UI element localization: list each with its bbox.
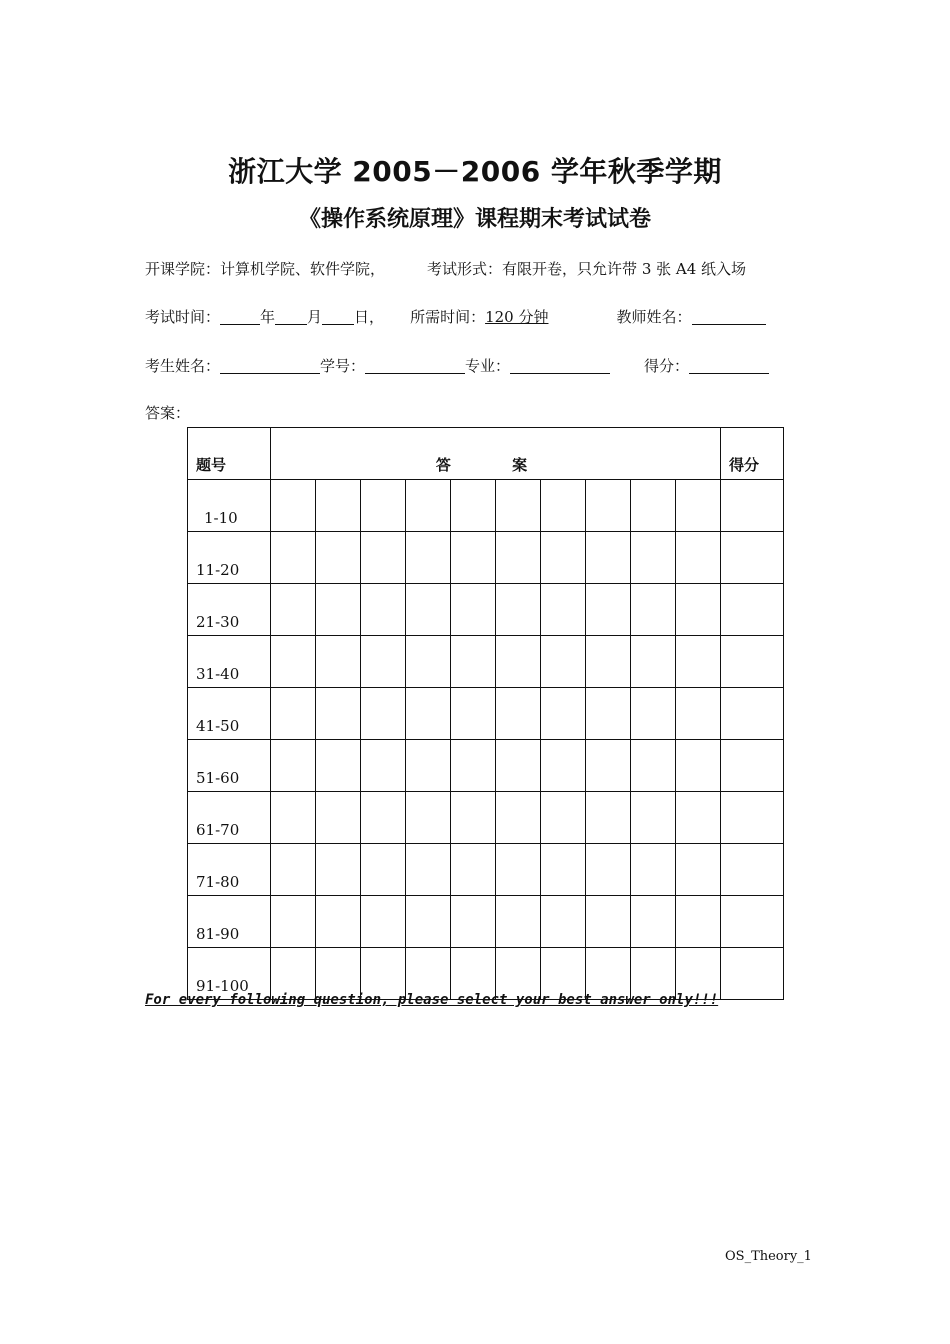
exam-time-label: 考试时间：	[145, 308, 221, 326]
college-label: 开课学院：	[145, 260, 221, 278]
answer-cell[interactable]	[586, 532, 631, 584]
answer-cell[interactable]	[406, 896, 451, 948]
row-range-label: 51-60	[188, 740, 271, 792]
row-range-label: 21-30	[188, 584, 271, 636]
answer-cell[interactable]	[496, 688, 541, 740]
student-name-blank[interactable]	[220, 357, 320, 374]
answer-cell[interactable]	[676, 584, 721, 636]
answer-cell[interactable]	[586, 480, 631, 532]
answer-cell[interactable]	[271, 844, 316, 896]
answer-cell[interactable]	[271, 792, 316, 844]
duration-value: 120 分钟	[485, 308, 549, 326]
answer-cell[interactable]	[586, 740, 631, 792]
answer-cell[interactable]	[361, 688, 406, 740]
table-row	[188, 688, 784, 740]
table-row	[188, 792, 784, 844]
info-line-college	[145, 258, 746, 279]
answer-cell[interactable]	[586, 636, 631, 688]
answer-cell[interactable]	[271, 532, 316, 584]
answer-cell[interactable]	[541, 584, 586, 636]
info-line-time	[145, 306, 766, 327]
header-answer: 答 案	[271, 428, 721, 480]
row-range-label: 91-100	[188, 948, 271, 1000]
exam-subtitle: 《操作系统原理》课程期末考试试卷	[298, 207, 651, 232]
answer-cell[interactable]	[541, 636, 586, 688]
answer-cell[interactable]	[271, 584, 316, 636]
answer-cell[interactable]	[316, 480, 361, 532]
answer-cell[interactable]	[631, 532, 676, 584]
answer-cell[interactable]	[541, 740, 586, 792]
answer-cell[interactable]	[406, 584, 451, 636]
answer-cell[interactable]	[361, 480, 406, 532]
student-id-label: 学号：	[320, 357, 366, 375]
answer-cell[interactable]	[406, 844, 451, 896]
answer-cell[interactable]	[586, 584, 631, 636]
answer-cell[interactable]	[316, 896, 361, 948]
score-cell[interactable]	[721, 896, 784, 948]
score-cell[interactable]	[721, 584, 784, 636]
answer-cell[interactable]	[451, 636, 496, 688]
answer-cell[interactable]	[586, 844, 631, 896]
answer-cell[interactable]	[496, 792, 541, 844]
table-header-row	[188, 428, 784, 480]
page-footer: OS_Theory_1	[725, 1249, 812, 1264]
answer-cell[interactable]	[631, 792, 676, 844]
row-range-label: 11-20	[188, 532, 271, 584]
answer-cell[interactable]	[631, 480, 676, 532]
row-range-label: 31-40	[188, 636, 271, 688]
answer-cell[interactable]	[496, 584, 541, 636]
answer-cell[interactable]	[316, 792, 361, 844]
answer-cell[interactable]	[586, 688, 631, 740]
student-id-blank[interactable]	[365, 357, 465, 374]
score-cell[interactable]	[721, 792, 784, 844]
table-row	[188, 480, 784, 532]
answer-cell[interactable]	[496, 532, 541, 584]
instruction-text: For every following question, please select your best answer only!!!	[145, 992, 719, 1008]
table-row	[188, 896, 784, 948]
answer-cell[interactable]	[631, 896, 676, 948]
answer-cell[interactable]	[496, 844, 541, 896]
answer-cell[interactable]	[541, 792, 586, 844]
exam-title: 浙江大学 2005－2006 学年秋季学期	[228, 155, 722, 188]
day-label: 日，	[354, 308, 385, 326]
answer-cell[interactable]	[271, 740, 316, 792]
answer-cell[interactable]	[451, 896, 496, 948]
answer-cell[interactable]	[271, 688, 316, 740]
answer-cell[interactable]	[676, 896, 721, 948]
answer-cell[interactable]	[316, 584, 361, 636]
answer-cell[interactable]	[451, 844, 496, 896]
answer-cell[interactable]	[676, 792, 721, 844]
row-range-label: 61-70	[188, 792, 271, 844]
score-cell[interactable]	[721, 480, 784, 532]
answer-cell[interactable]	[541, 532, 586, 584]
score-cell[interactable]	[721, 740, 784, 792]
college-value: 计算机学院、软件学院，	[220, 260, 386, 278]
table-row	[188, 740, 784, 792]
answer-cell[interactable]	[676, 636, 721, 688]
answer-cell[interactable]	[541, 480, 586, 532]
answer-cell[interactable]	[406, 480, 451, 532]
exam-form-value: 有限开卷，只允许带 3 张 A4 纸入场	[502, 260, 747, 278]
answer-cell[interactable]	[631, 584, 676, 636]
answer-cell[interactable]	[271, 480, 316, 532]
answer-cell[interactable]	[361, 740, 406, 792]
answer-cell[interactable]	[406, 636, 451, 688]
answer-cell[interactable]	[631, 844, 676, 896]
teacher-label: 教师姓名：	[616, 308, 692, 326]
answer-cell[interactable]	[361, 532, 406, 584]
answer-cell[interactable]	[451, 584, 496, 636]
header-score: 得分	[721, 428, 784, 480]
answer-cell[interactable]	[406, 532, 451, 584]
row-range-label: 1-10	[188, 480, 271, 532]
answer-cell[interactable]	[361, 844, 406, 896]
answer-cell[interactable]	[406, 688, 451, 740]
row-range-label: 41-50	[188, 688, 271, 740]
year-label: 年	[260, 308, 276, 326]
month-blank[interactable]	[275, 308, 307, 325]
year-blank[interactable]	[220, 308, 260, 325]
row-range-label: 71-80	[188, 844, 271, 896]
answer-cell[interactable]	[316, 532, 361, 584]
answer-cell[interactable]	[406, 792, 451, 844]
answer-cell[interactable]	[676, 740, 721, 792]
answer-cell[interactable]	[496, 480, 541, 532]
major-label: 专业：	[465, 357, 511, 375]
answer-cell[interactable]	[541, 896, 586, 948]
answer-cell[interactable]	[316, 636, 361, 688]
answer-label: 答案：	[145, 404, 191, 422]
score-blank[interactable]	[689, 357, 769, 374]
answer-cell[interactable]	[631, 636, 676, 688]
answer-cell[interactable]	[631, 688, 676, 740]
answer-cell[interactable]	[451, 688, 496, 740]
major-blank[interactable]	[510, 357, 610, 374]
answer-cell[interactable]	[451, 740, 496, 792]
answer-cell[interactable]	[676, 844, 721, 896]
answer-cell[interactable]	[451, 480, 496, 532]
answer-cell[interactable]	[541, 688, 586, 740]
answer-cell[interactable]	[631, 740, 676, 792]
answer-cell[interactable]	[496, 636, 541, 688]
answer-cell[interactable]	[451, 532, 496, 584]
score-label: 得分：	[644, 357, 690, 375]
month-label: 月	[307, 308, 323, 326]
answer-cell[interactable]	[676, 480, 721, 532]
duration-label: 所需时间：	[410, 308, 486, 326]
info-line-student	[145, 355, 769, 376]
score-cell[interactable]	[721, 844, 784, 896]
answer-cell[interactable]	[361, 792, 406, 844]
answer-cell[interactable]	[496, 896, 541, 948]
answer-cell[interactable]	[676, 532, 721, 584]
table-row	[188, 844, 784, 896]
answer-cell[interactable]	[451, 792, 496, 844]
score-cell[interactable]	[721, 636, 784, 688]
answer-cell[interactable]	[316, 844, 361, 896]
answer-cell[interactable]	[406, 740, 451, 792]
answer-cell[interactable]	[271, 636, 316, 688]
answer-cell[interactable]	[586, 896, 631, 948]
answer-cell[interactable]	[316, 688, 361, 740]
answer-cell[interactable]	[541, 844, 586, 896]
answer-cell[interactable]	[496, 740, 541, 792]
answer-cell[interactable]	[586, 792, 631, 844]
row-range-label: 81-90	[188, 896, 271, 948]
header-question-number: 题号	[188, 428, 271, 480]
exam-form-label: 考试形式：	[427, 260, 503, 278]
answer-cell[interactable]	[316, 740, 361, 792]
table-row	[188, 584, 784, 636]
answer-cell[interactable]	[676, 688, 721, 740]
table-row	[188, 636, 784, 688]
score-cell[interactable]	[721, 688, 784, 740]
answer-cell[interactable]	[361, 636, 406, 688]
table-row	[188, 532, 784, 584]
answer-cell[interactable]	[361, 584, 406, 636]
teacher-blank[interactable]	[692, 308, 766, 325]
student-label: 考生姓名：	[145, 357, 221, 375]
answer-cell[interactable]	[361, 896, 406, 948]
score-cell[interactable]	[721, 948, 784, 1000]
answer-table	[187, 427, 784, 1000]
day-blank[interactable]	[322, 308, 354, 325]
score-cell[interactable]	[721, 532, 784, 584]
answer-cell[interactable]	[271, 896, 316, 948]
